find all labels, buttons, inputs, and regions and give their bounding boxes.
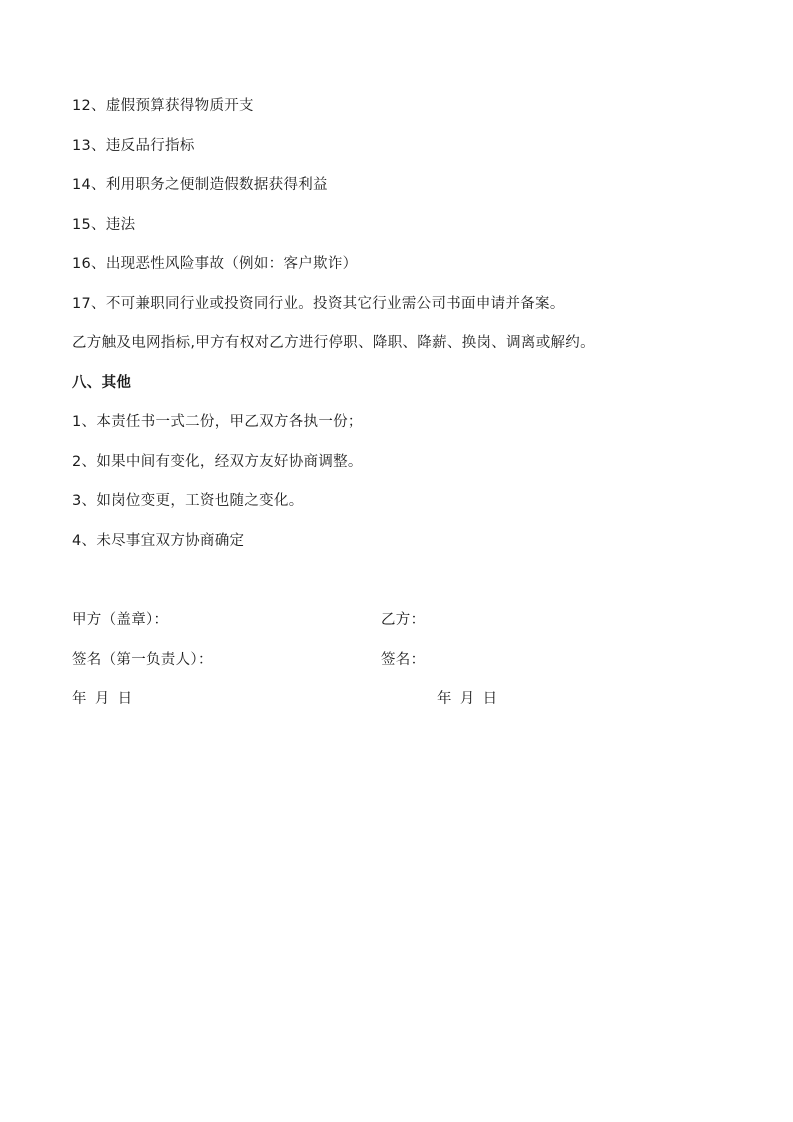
other-item-1: 1、本责任书一式二份，甲乙双方各执一份； bbox=[72, 414, 363, 430]
party-b-sign-label: 签名： bbox=[381, 652, 426, 668]
date-day: 日 bbox=[117, 691, 133, 707]
other-item-4: 4、未尽事宜双方协商确定 bbox=[72, 533, 245, 549]
party-b-date bbox=[437, 689, 505, 709]
violation-item-16: 16、出现恶性风险事故（例如：客户欺诈） bbox=[72, 256, 358, 272]
date-day: 日 bbox=[482, 691, 498, 707]
violation-item-14: 14、利用职务之便制造假数据获得利益 bbox=[72, 177, 328, 193]
other-item-3: 3、如岗位变更，工资也随之变化。 bbox=[72, 493, 304, 509]
party-a-seal-label: 甲方（盖章）： bbox=[72, 612, 169, 628]
date-year: 年 bbox=[437, 691, 452, 707]
party-b-label: 乙方： bbox=[381, 612, 426, 628]
date-year: 年 bbox=[72, 691, 87, 707]
date-month: 月 bbox=[459, 691, 475, 707]
date-month: 月 bbox=[94, 691, 110, 707]
party-a-date bbox=[72, 689, 140, 709]
violation-item-13: 13、违反品行指标 bbox=[72, 138, 195, 154]
violation-item-15: 15、违法 bbox=[72, 217, 136, 233]
party-a-sign-label: 签名（第一负责人）： bbox=[72, 652, 213, 668]
section-heading-other: 八、其他 bbox=[72, 375, 132, 391]
violation-item-17: 17、不可兼职同行业或投资同行业。投资其它行业需公司书面申请并备案。 bbox=[72, 296, 565, 312]
other-item-2: 2、如果中间有变化，经双方友好协商调整。 bbox=[72, 454, 363, 470]
violation-item-12: 12、虚假预算获得物质开支 bbox=[72, 98, 254, 114]
consequence-paragraph: 乙方触及电网指标,甲方有权对乙方进行停职、降职、降薪、换岗、调离或解约。 bbox=[72, 335, 595, 351]
